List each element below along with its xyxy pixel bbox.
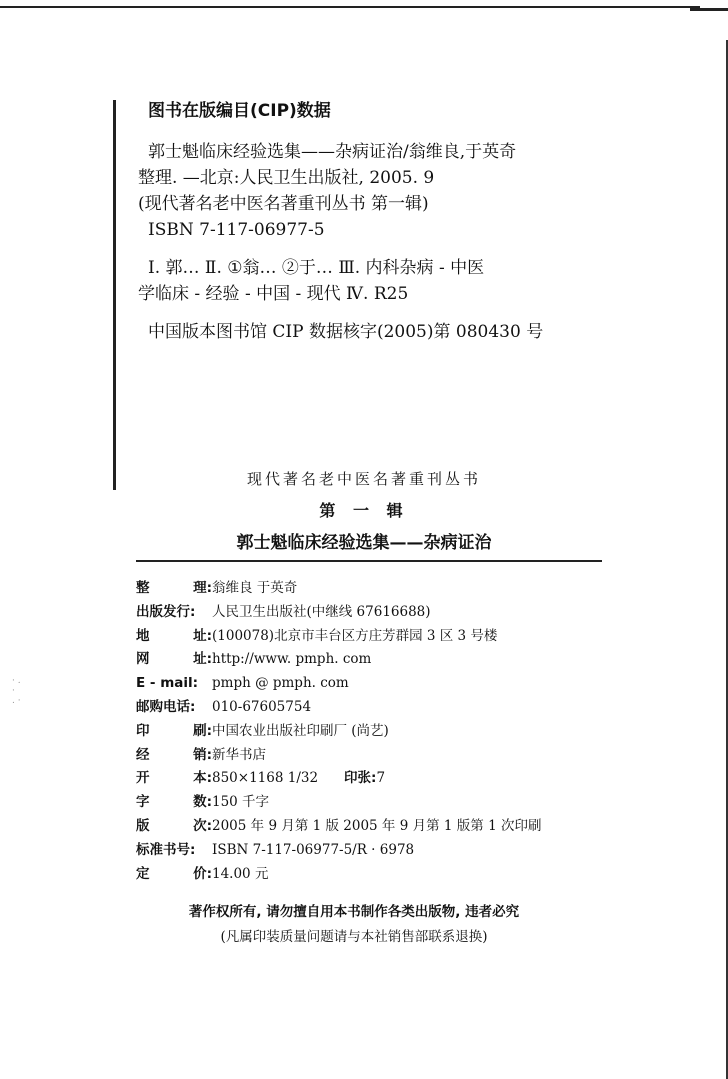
meta-label: 出版发行: xyxy=(136,603,196,620)
meta-row-price xyxy=(136,863,616,887)
meta-value: ISBN 7-117-06977-5/R · 6978 xyxy=(212,841,415,858)
series-name: 现代著名老中医名著重刊丛书 xyxy=(246,470,481,488)
meta-row-printer xyxy=(136,720,616,744)
cip-isbn: ISBN 7-117-06977-5 xyxy=(148,220,325,240)
book-title: 郭士魁临床经验选集——杂病证治 xyxy=(236,533,492,553)
meta-value: http://www. pmph. com xyxy=(212,651,372,668)
cip-line: 郭士魁临床经验选集——杂病证治/翁维良,于英奇 xyxy=(148,142,517,162)
sheets-value: 7 xyxy=(376,770,386,787)
meta-value: 翁维良 于英奇 xyxy=(212,580,298,596)
meta-row-website xyxy=(136,648,616,672)
meta-value: 010-67605754 xyxy=(212,698,312,715)
meta-label: 定 价: xyxy=(136,865,212,882)
meta-label: 邮购电话: xyxy=(136,698,196,715)
meta-row-format xyxy=(136,767,616,791)
meta-value: 新华书店 xyxy=(212,746,266,763)
meta-label: 印 刷: xyxy=(136,722,212,739)
meta-row-words xyxy=(136,791,616,815)
publication-details xyxy=(136,577,616,886)
series-volume: 第 一 辑 xyxy=(319,501,409,520)
cip-line: 整理. —北京:人民卫生出版社, 2005. 9 xyxy=(138,168,435,188)
cip-block xyxy=(138,96,608,345)
meta-value: 14.00 元 xyxy=(212,865,269,882)
meta-label: 地 址: xyxy=(136,627,212,644)
margin-line xyxy=(113,100,116,490)
meta-row-email xyxy=(136,672,616,696)
meta-label: 标准书号: xyxy=(136,841,196,858)
sheets-label: 印张: xyxy=(344,770,377,787)
meta-row-editor xyxy=(136,577,616,601)
cip-heading: 图书在版编目(CIP)数据 xyxy=(148,101,331,121)
meta-value: (100078)北京市丰台区方庄芳群园 3 区 3 号楼 xyxy=(212,627,498,644)
meta-value: 人民卫生出版社(中继线 67616688) xyxy=(212,603,431,620)
scan-edge-top xyxy=(0,6,700,8)
meta-label: E - mail: xyxy=(136,675,199,692)
cip-line: 学临床 - 经验 - 中国 - 现代 Ⅳ. R25 xyxy=(138,284,409,304)
meta-value: 150 千字 xyxy=(212,794,270,811)
meta-label: 版 次: xyxy=(136,817,212,834)
meta-value: pmph @ pmph. com xyxy=(212,675,349,692)
meta-label: 整 理: xyxy=(136,580,212,596)
meta-row-phone xyxy=(136,696,616,720)
scan-noise: · . · . · xyxy=(12,676,21,706)
meta-value: 850×1168 1/32 印张:7 xyxy=(212,770,386,787)
meta-label: 经 销: xyxy=(136,746,212,763)
cip-line: (现代著名老中医名著重刊丛书 第一辑) xyxy=(138,194,429,214)
cip-approval-number: 中国版本图书馆 CIP 数据核字(2005)第 080430 号 xyxy=(148,322,544,342)
scan-edge-top-right xyxy=(690,8,728,17)
meta-row-address xyxy=(136,625,616,649)
meta-value: 2005 年 9 月第 1 版 2005 年 9 月第 1 版第 1 次印刷 xyxy=(212,817,542,834)
meta-row-publisher xyxy=(136,601,616,625)
meta-label: 开 本: xyxy=(136,770,212,787)
meta-row-isbn xyxy=(136,839,616,863)
copyright-notice: 著作权所有, 请勿擅自用本书制作各类出版物, 违者必究 xyxy=(188,904,520,920)
divider-top xyxy=(136,560,602,562)
meta-row-edition xyxy=(136,815,616,839)
meta-label: 字 数: xyxy=(136,794,212,811)
meta-label: 网 址: xyxy=(136,651,212,668)
meta-row-distributor xyxy=(136,744,616,768)
meta-value: 中国农业出版社印刷厂 (尚艺) xyxy=(212,722,389,739)
returns-notice: (凡属印装质量问题请与本社销售部联系退换) xyxy=(220,929,488,945)
cip-line: Ⅰ. 郭… Ⅱ. ①翁… ②于… Ⅲ. 内科杂病 - 中医 xyxy=(148,258,485,278)
